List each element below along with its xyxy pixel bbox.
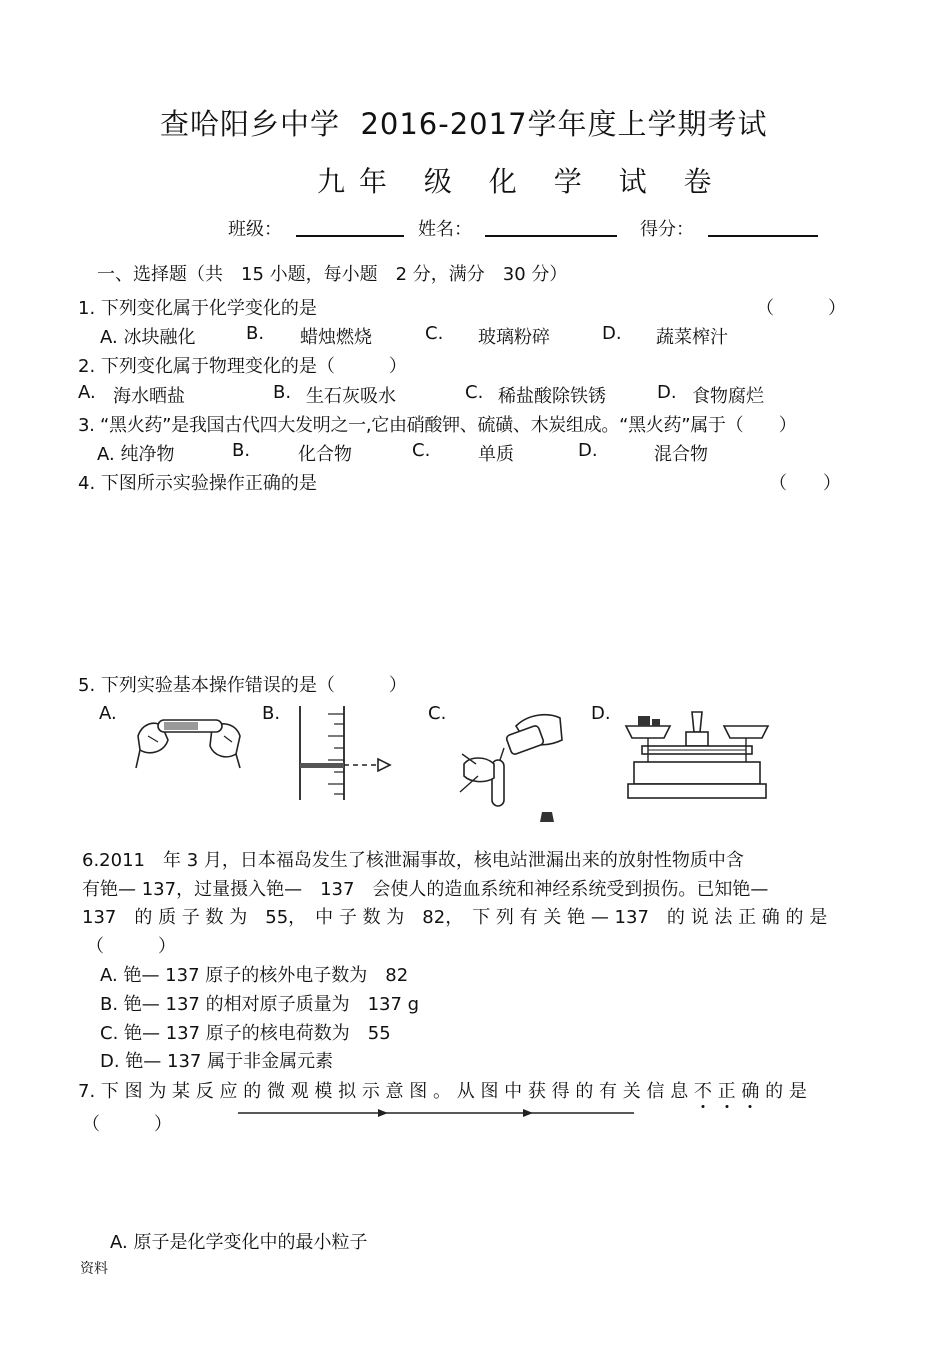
q1-paren: （ ） [756,298,846,319]
q2-option-a-label: A. [78,382,96,403]
q2-option-a-text: 海水晒盐 [113,386,185,407]
q5-label-b: B. [262,703,281,724]
title-school: 查哈阳乡中学 [160,107,341,141]
q7-emphasis-3: 确 [741,1081,760,1102]
q2-option-d-text: 食物腐烂 [692,386,764,407]
q2-option-b-text: 生石灰吸水 [306,386,396,407]
q7-reaction-arrows [238,1106,636,1120]
q6-option-b: B. 铯— 137 的相对原子质量为 137 g [100,994,420,1015]
q4-paren: （ ） [769,473,841,494]
q6-line1: 6.2011 年 3 月，日本福岛发生了核泄漏事故，核电站泄漏出来的放射性物质中含 [82,850,744,871]
q1-stem: 1. 下列变化属于化学变化的是 [78,298,317,319]
q2-option-c-label: C. [465,382,484,403]
class-field[interactable] [296,235,404,237]
q3-option-b-text: 化合物 [298,444,352,465]
q1-option-d-text: 蔬菜榨汁 [656,327,728,348]
section-header: 一、选择题（共 15 小题，每小题 2 分，满分 30 分） [97,264,568,285]
q6-option-d: D. 铯— 137 属于非金属元素 [100,1051,334,1072]
q2-option-c-text: 稀盐酸除铁锈 [498,386,606,407]
title-rest: 学年度上学期考试 [527,107,768,141]
q6-option-c: C. 铯— 137 原子的核电荷数为 55 [100,1023,391,1044]
q7-stem-part-a: 7. 下 图 为 某 反 应 的 微 观 模 拟 示 意 图 。 从 图 中 获 得 的 有 关 信 息 [78,1081,694,1102]
q2-option-d-label: D. [657,382,677,403]
q5-label-a: A. [99,703,117,724]
q1-option-b-label: B. [246,323,265,344]
q7-stem-part-b: 的 是 [759,1081,807,1102]
q5-stem: 5. 下列实验基本操作错误的是（ ） [78,675,407,696]
q6-line3: 137 的 质 子 数 为 55， 中 子 数 为 82， 下 列 有 关 铯 — 137 的 说 法 正 确 的 是 [82,907,828,928]
exam-title [160,102,768,143]
q6-line2: 有铯— 137，过量摄入铯— 137 会使人的造血系统和神经系统受到损伤。已知铯— [82,879,769,900]
q6-line4: （ ） [86,936,176,957]
q4-stem: 4. 下图所示实验操作正确的是 [78,473,317,494]
q3-option-d-text: 混合物 [654,444,708,465]
q3-option-c-label: C. [412,440,431,461]
q1-option-a: A. 冰块融化 [100,327,196,348]
name-field[interactable] [485,235,617,237]
q1-option-b-text: 蜡烛燃烧 [300,327,372,348]
q6-option-a: A. 铯— 137 原子的核外电子数为 82 [100,965,409,986]
score-field[interactable] [708,235,818,237]
q7-emphasis-1: 不 [693,1081,712,1102]
title-year: 2016-2017 [360,107,528,141]
q2-option-b-label: B. [273,382,292,403]
q5-figure-c-pouring-liquid [456,706,574,830]
exam-subtitle: 九年 级 化 学 试 卷 [317,165,726,198]
footer-label: 资料 [80,1261,108,1277]
q3-option-d-label: D. [578,440,598,461]
q3-option-b-label: B. [232,440,251,461]
q3-option-a: A. 纯净物 [97,444,175,465]
q1-option-c-label: C. [425,323,444,344]
q3-option-c-text: 单质 [478,444,514,465]
q7-emphasis-2: 正 [717,1081,736,1102]
score-label: 得分： [640,219,694,240]
q1-option-c-text: 玻璃粉碎 [478,327,550,348]
q7-option-a: A. 原子是化学变化中的最小粒子 [110,1232,368,1253]
class-label: 班级： [228,219,282,240]
q2-stem: 2. 下列变化属于物理变化的是（ ） [78,356,407,377]
q5-figure-a-test-tube [128,706,246,772]
q5-label-d: D. [591,703,611,724]
q3-stem: 3. “黑火药”是我国古代四大发明之一,它由硝酸钾、硫磺、木炭组成。“黑火药”属于（ ） [78,415,797,436]
q5-figure-b-graduated-cylinder [294,704,398,802]
q1-option-d-label: D. [602,323,622,344]
q7-stem [78,1077,807,1103]
q7-paren: （ ） [82,1114,172,1135]
info-line [228,215,282,241]
name-label: 姓名： [418,219,472,240]
q5-label-c: C. [428,703,447,724]
q5-figure-d-balance-scale [620,706,774,802]
